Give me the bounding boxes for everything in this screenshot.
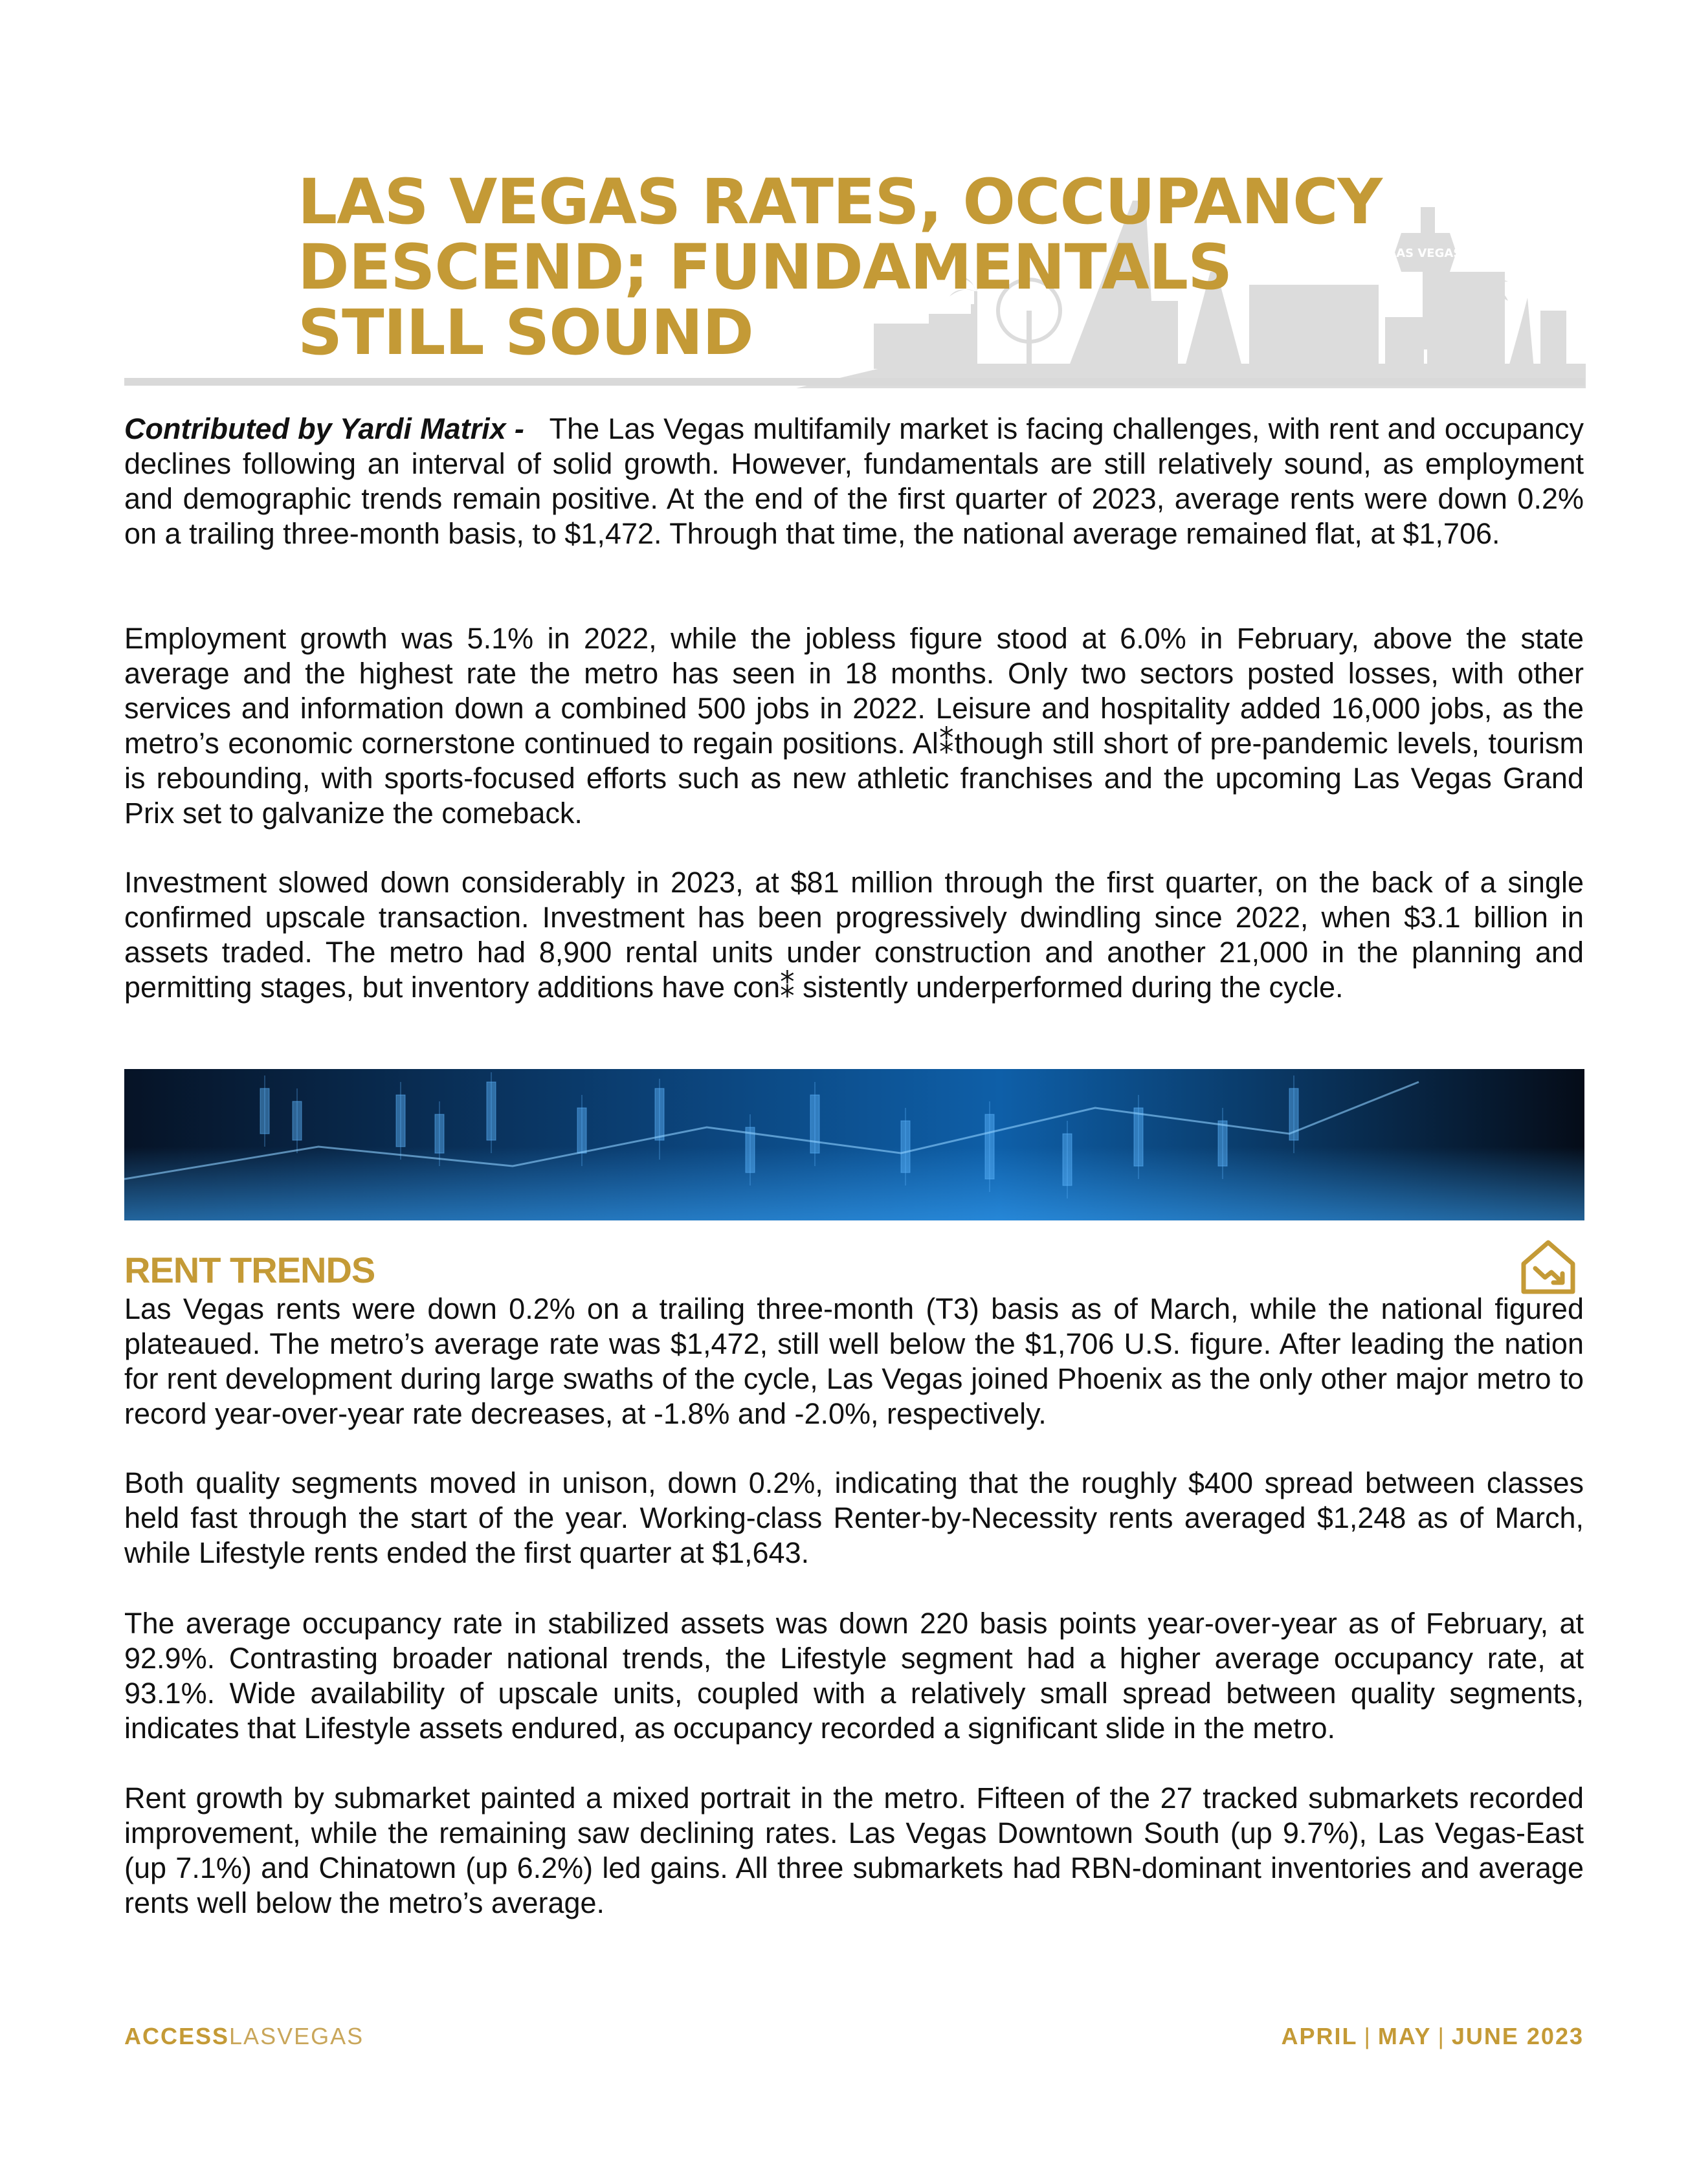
footer-separator-1: | bbox=[1364, 2023, 1371, 2049]
byline: Contributed by Yardi Matrix - bbox=[124, 412, 524, 445]
rent-trends-paragraph-3: The average occupancy rate in stabilized assets was down 220 basis points year-over-year as of February, at 92.9%. Contrasting broader national trends, the Lifestyle segment had a higher average occupancy rate, at 93.1%. Wide availability of upscale units, coupled with a relatively small spread between quality segments, indicates that Lifestyle assets endured, as occupancy recorded a significant slide in the metro. bbox=[124, 1607, 1584, 1745]
rent-trends-paragraph-4: Rent growth by submarket painted a mixed portrait in the metro. Fifteen of the 27 tracked submarkets recorded improvement, while the remaining saw declining rates. Las Vegas Downtown South (up 9.7%), Las Vegas-East (up 7.1%) and Chinatown (up 6.2%) led gains. All three submarkets had RBN-dominant inventories and average rents well below the metro’s average. bbox=[124, 1781, 1584, 1919]
sign-text: LAS VEGAS bbox=[1388, 247, 1462, 260]
employment-paragraph: Employment growth was 5.1% in 2022, while the jobless figure stood at 6.0% in February, above the state average and the highest rate the metro has seen in 18 months. Only two sectors posted losses, with other services and information down a combined 500 jobs in 2022. Leisure and hospitality added 16,000 jobs, as the metro’s economic cornerstone continued to regain positions. Al⁑though still short of pre-pandemic levels, tourism is rebounding, with sports-focused efforts such as new athletic franchises and the upcoming Las Vegas Grand Prix set to galvanize the comeback. bbox=[124, 622, 1584, 830]
footer-month-3: JUNE 2023 bbox=[1451, 2023, 1584, 2049]
investment-paragraph: Investment slowed down considerably in 2023, at $81 million through the first quarter, on the back of a single confirmed upscale transaction. Investment has been progressively dwindling since 2022, when $3.1 billion in assets traded. The metro had 8,900 rental units under construction and another 21,000 in the planning and permitting stages, but inventory additions have con⁑ sistently underperformed during the cycle. bbox=[124, 866, 1584, 1004]
house-rent-down-icon bbox=[1516, 1235, 1581, 1299]
footer-month-2: MAY bbox=[1377, 2023, 1432, 2049]
article-title bbox=[298, 166, 1398, 369]
intro-paragraph bbox=[124, 412, 1584, 551]
stock-chart-banner-image bbox=[124, 1069, 1584, 1220]
intro-text: The Las Vegas multifamily market is facing challenges, with rent and occupancy declines following an interval of solid growth. However, fundamentals are still relatively sound, as employment and demographic trends remain positive. At the end of the first quarter of 2023, average rents were down 0.2% on a trailing three-month basis, to $1,472. Through that time, the national average remained flat, at $1,706. bbox=[124, 412, 1584, 550]
rent-trends-heading: RENT TRENDS bbox=[124, 1250, 375, 1290]
footer-brand bbox=[124, 2023, 364, 2050]
footer-month-1: APRIL bbox=[1281, 2023, 1358, 2049]
footer-separator-2: | bbox=[1438, 2023, 1445, 2049]
rent-trends-paragraph-1: Las Vegas rents were down 0.2% on a trailing three-month (T3) basis as of March, while the national figured plateaued. The metro’s average rate was $1,472, still well below the $1,706 U.S. figure. After leading the nation for rent development during large swaths of the cycle, Las Vegas joined Phoenix as the only other major metro to record year-over-year rate decreases, at -1.8% and -2.0%, respectively. bbox=[124, 1292, 1584, 1430]
title-line-1: LAS VEGAS RATES, OCCUPANCY bbox=[298, 166, 1383, 238]
title-line-3: STILL SOUND bbox=[298, 296, 753, 369]
title-divider bbox=[124, 378, 1584, 386]
rent-trends-paragraph-2: Both quality segments moved in unison, down 0.2%, indicating that the roughly $400 spread between classes held fast through the start of the year. Working-class Renter-by-Necessity rents averaged $1,248 as of March, while Lifestyle rents ended the first quarter at $1,643. bbox=[124, 1466, 1584, 1569]
footer-brand-bold: ACCESS bbox=[124, 2023, 230, 2049]
title-line-2: DESCEND; FUNDAMENTALS bbox=[298, 231, 1232, 303]
footer-issue-date bbox=[1281, 2023, 1584, 2050]
footer-brand-light: LASVEGAS bbox=[229, 2023, 364, 2049]
